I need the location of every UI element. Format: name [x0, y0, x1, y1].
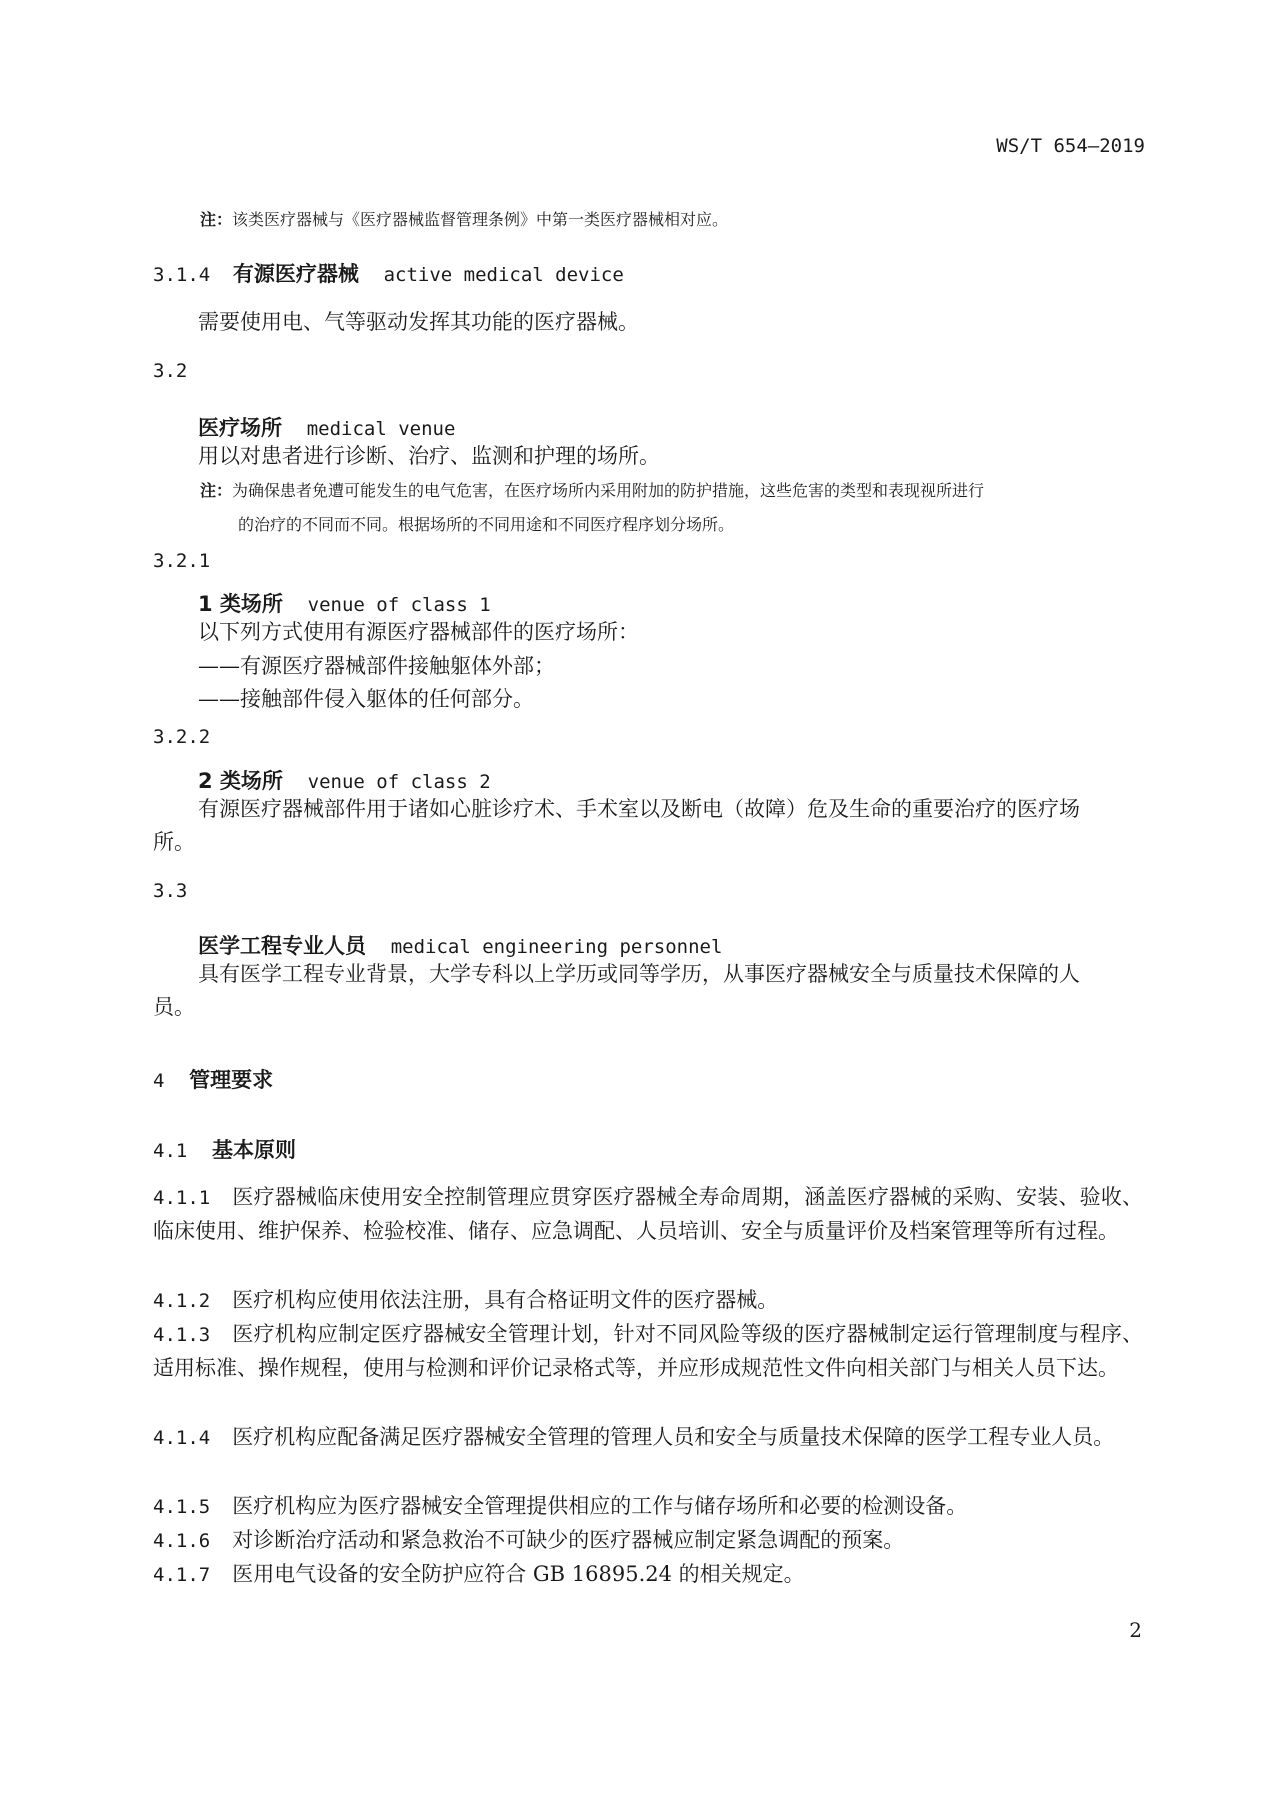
- list-item: ——有源医疗器械部件接触躯体外部；: [198, 654, 555, 678]
- definition: 具有医学工程专业背景，大学专科以上学历或同等学历，从事医疗器械安全与质量技术保障的人: [198, 962, 1080, 986]
- term-en: venue of class 2: [307, 771, 491, 793]
- term-cn: 2 类场所: [198, 769, 283, 793]
- clause-number: 4.1.7: [153, 1564, 211, 1586]
- clause-text: 医疗机构应配备满足医疗器械安全管理的管理人员和安全与质量技术保障的医学工程专业人员。: [232, 1425, 1115, 1449]
- clause-4-1-7: [153, 1558, 1143, 1592]
- clause-text: 医疗机构应为医疗器械安全管理提供相应的工作与储存场所和必要的检测设备。: [232, 1494, 968, 1518]
- definition-continued: 员。: [153, 995, 195, 1019]
- clause-4-1-6: [153, 1524, 1143, 1558]
- clause-number: 4.1.4: [153, 1427, 211, 1449]
- clause-text: 医疗机构应制定医疗器械安全管理计划，针对不同风险等级的医疗器械制定运行管理制度与程序、适用标准、操作规程，使用与检测和评价记录格式等，并应形成规范性文件向相关部门与相关人员下达。: [153, 1322, 1143, 1380]
- term-3-2-2: [198, 765, 491, 795]
- page-number: 2: [1129, 1618, 1142, 1642]
- definition-continued: 所。: [153, 830, 195, 854]
- clause-number: 4.1.6: [153, 1530, 211, 1552]
- note: [200, 203, 728, 237]
- note-label: 注：: [200, 210, 233, 229]
- definition: 有源医疗器械部件用于诸如心脏诊疗术、手术室以及断电（故障）危及生命的重要治疗的医疗场: [198, 797, 1080, 821]
- section-number: 3.2: [153, 360, 188, 382]
- section-heading: [153, 1134, 296, 1164]
- clause-number: 4.1.2: [153, 1290, 211, 1312]
- chapter-title: 管理要求: [189, 1068, 274, 1092]
- clause-number: 4.1.1: [153, 1187, 211, 1209]
- section-title: 基本原则: [212, 1138, 297, 1162]
- term-en: venue of class 1: [307, 594, 491, 616]
- section-number: 3.2.2: [153, 726, 211, 748]
- term-cn: 1 类场所: [198, 592, 283, 616]
- clause-text: 医用电气设备的安全防护应符合 GB 16895.24 的相关规定。: [232, 1562, 805, 1586]
- term-en: medical venue: [306, 418, 456, 440]
- list-item: ——接触部件侵入躯体的任何部分。: [198, 687, 534, 711]
- section-number: 3.2.1: [153, 550, 211, 572]
- term-cn: 有源医疗器械: [232, 262, 359, 286]
- standard-code: WS/T 654—2019: [996, 135, 1145, 157]
- clause-4-1-1: [153, 1181, 1143, 1247]
- note: [200, 474, 984, 508]
- clause-number: 4.1.5: [153, 1496, 211, 1518]
- note-text: 该类医疗器械与《医疗器械监督管理条例》中第一类医疗器械相对应。: [232, 210, 729, 229]
- note-label: 注：: [200, 481, 233, 500]
- term-cn: 医疗场所: [198, 416, 282, 440]
- term-3-2-1: [198, 588, 491, 618]
- term-3-1-4: [153, 258, 624, 288]
- term-3-2: [198, 412, 455, 442]
- clause-4-1-5: [153, 1490, 1143, 1524]
- section-number: 3.3: [153, 880, 188, 902]
- clause-4-1-2: [153, 1284, 1143, 1318]
- clause-4-1-4: [153, 1421, 1143, 1455]
- note-text: 为确保患者免遭可能发生的电气危害，在医疗场所内采用附加的防护措施，这些危害的类型和表现视所进行: [232, 481, 985, 500]
- definition: 用以对患者进行诊断、治疗、监测和护理的场所。: [198, 444, 660, 468]
- definition: 以下列方式使用有源医疗器械部件的医疗场所：: [198, 620, 639, 644]
- section-number: 3.1.4: [153, 264, 211, 286]
- chapter-number: 4: [153, 1070, 165, 1092]
- clause-text: 医疗器械临床使用安全控制管理应贯穿医疗器械全寿命周期，涵盖医疗器械的采购、安装、验收、临床使用、维护保养、检验校准、储存、应急调配、人员培训、安全与质量评价及档案管理等所有过程。: [153, 1185, 1143, 1243]
- clause-text: 对诊断治疗活动和紧急救治不可缺少的医疗器械应制定紧急调配的预案。: [232, 1528, 905, 1552]
- term-cn: 医学工程专业人员: [198, 934, 366, 958]
- section-number: 4.1: [153, 1140, 188, 1162]
- clause-4-1-3: [153, 1318, 1143, 1384]
- term-en: medical engineering personnel: [390, 936, 723, 958]
- term-3-3: [198, 930, 722, 960]
- clause-text: 医疗机构应使用依法注册，具有合格证明文件的医疗器械。: [232, 1288, 779, 1312]
- note-text-continued: 的治疗的不同而不同。根据场所的不同用途和不同医疗程序划分场所。: [238, 515, 735, 534]
- term-en: active medical device: [383, 264, 624, 286]
- definition: 需要使用电、气等驱动发挥其功能的医疗器械。: [198, 310, 639, 334]
- clause-number: 4.1.3: [153, 1324, 211, 1346]
- chapter-heading: [153, 1064, 273, 1094]
